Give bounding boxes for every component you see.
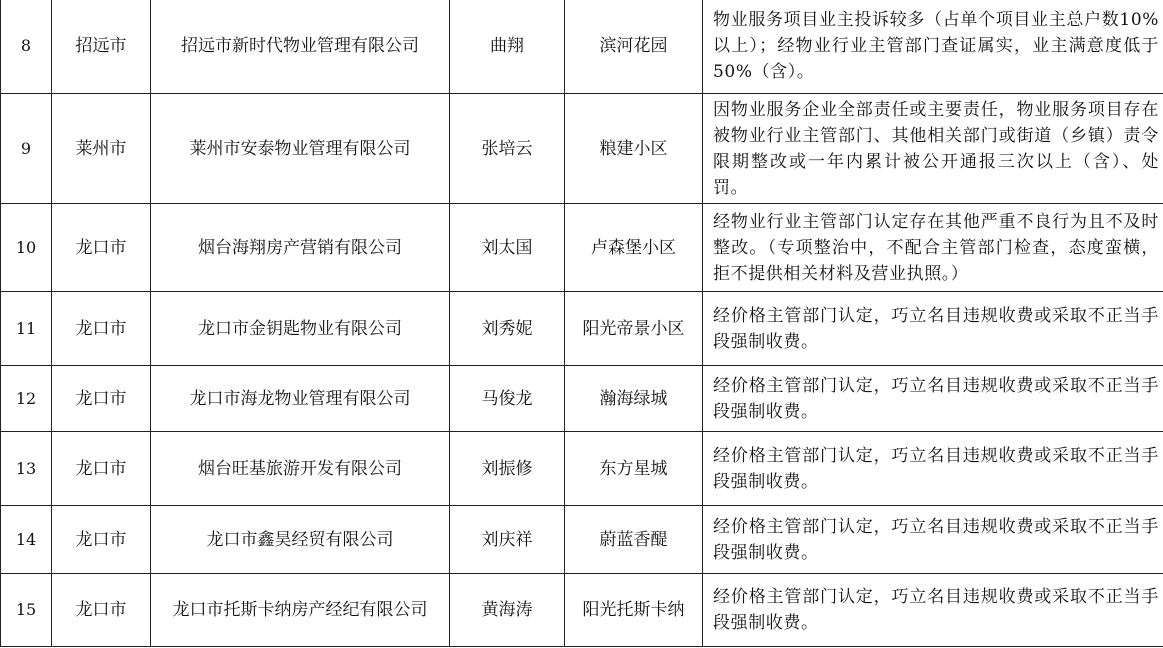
company-cell: 烟台海翔房产营销有限公司 <box>151 204 450 292</box>
person-cell: 曲翔 <box>450 0 565 94</box>
table-row <box>1 506 1163 574</box>
city-cell: 龙口市 <box>52 432 151 506</box>
reason-cell: 经物业行业主管部门认定存在其他严重不良行为且不及时整改。（专项整治中，不配合主管部门检查，态度蛮横，拒不提供相关材料及营业执照。） <box>703 204 1163 292</box>
company-cell: 莱州市安泰物业管理有限公司 <box>151 94 450 204</box>
row-number: 14 <box>1 506 52 574</box>
city-cell: 龙口市 <box>52 292 151 366</box>
project-cell: 瀚海绿城 <box>565 366 703 432</box>
row-number: 13 <box>1 432 52 506</box>
person-cell: 刘振修 <box>450 432 565 506</box>
reason-cell: 经价格主管部门认定，巧立名目违规收费或采取不正当手段强制收费。 <box>703 574 1163 647</box>
table-row <box>1 432 1163 506</box>
project-cell: 滨河花园 <box>565 0 703 94</box>
city-cell: 龙口市 <box>52 366 151 432</box>
company-cell: 龙口市金钥匙物业有限公司 <box>151 292 450 366</box>
company-cell: 龙口市海龙物业管理有限公司 <box>151 366 450 432</box>
row-number: 11 <box>1 292 52 366</box>
table-row <box>1 0 1163 94</box>
person-cell: 刘秀妮 <box>450 292 565 366</box>
city-cell: 龙口市 <box>52 204 151 292</box>
reason-cell: 经价格主管部门认定，巧立名目违规收费或采取不正当手段强制收费。 <box>703 506 1163 574</box>
company-cell: 龙口市托斯卡纳房产经纪有限公司 <box>151 574 450 647</box>
city-cell: 龙口市 <box>52 574 151 647</box>
company-cell: 烟台旺基旅游开发有限公司 <box>151 432 450 506</box>
reason-cell: 经价格主管部门认定，巧立名目违规收费或采取不正当手段强制收费。 <box>703 432 1163 506</box>
city-cell: 招远市 <box>52 0 151 94</box>
table-row <box>1 292 1163 366</box>
project-cell: 卢森堡小区 <box>565 204 703 292</box>
person-cell: 马俊龙 <box>450 366 565 432</box>
company-cell: 龙口市鑫昊经贸有限公司 <box>151 506 450 574</box>
table-row <box>1 204 1163 292</box>
row-number: 8 <box>1 0 52 94</box>
project-cell: 粮建小区 <box>565 94 703 204</box>
row-number: 12 <box>1 366 52 432</box>
reason-cell: 物业服务项目业主投诉较多（占单个项目业主总户数10%以上）；经物业行业主管部门查证属实，业主满意度低于50%（含）。 <box>703 0 1163 94</box>
person-cell: 刘庆祥 <box>450 506 565 574</box>
city-cell: 龙口市 <box>52 506 151 574</box>
person-cell: 刘太国 <box>450 204 565 292</box>
reason-cell: 因物业服务企业全部责任或主要责任，物业服务项目存在被物业行业主管部门、其他相关部门或街道（乡镇）责令限期整改或一年内累计被公开通报三次以上（含）、处罚。 <box>703 94 1163 204</box>
project-cell: 阳光托斯卡纳 <box>565 574 703 647</box>
project-cell: 蔚蓝香醍 <box>565 506 703 574</box>
city-cell: 莱州市 <box>52 94 151 204</box>
person-cell: 黄海涛 <box>450 574 565 647</box>
table-row <box>1 94 1163 204</box>
row-number: 10 <box>1 204 52 292</box>
project-cell: 东方星城 <box>565 432 703 506</box>
company-cell: 招远市新时代物业管理有限公司 <box>151 0 450 94</box>
person-cell: 张培云 <box>450 94 565 204</box>
table-row <box>1 574 1163 647</box>
reason-cell: 经价格主管部门认定，巧立名目违规收费或采取不正当手段强制收费。 <box>703 292 1163 366</box>
row-number: 9 <box>1 94 52 204</box>
table-row <box>1 366 1163 432</box>
row-number: 15 <box>1 574 52 647</box>
project-cell: 阳光帝景小区 <box>565 292 703 366</box>
reason-cell: 经价格主管部门认定，巧立名目违规收费或采取不正当手段强制收费。 <box>703 366 1163 432</box>
